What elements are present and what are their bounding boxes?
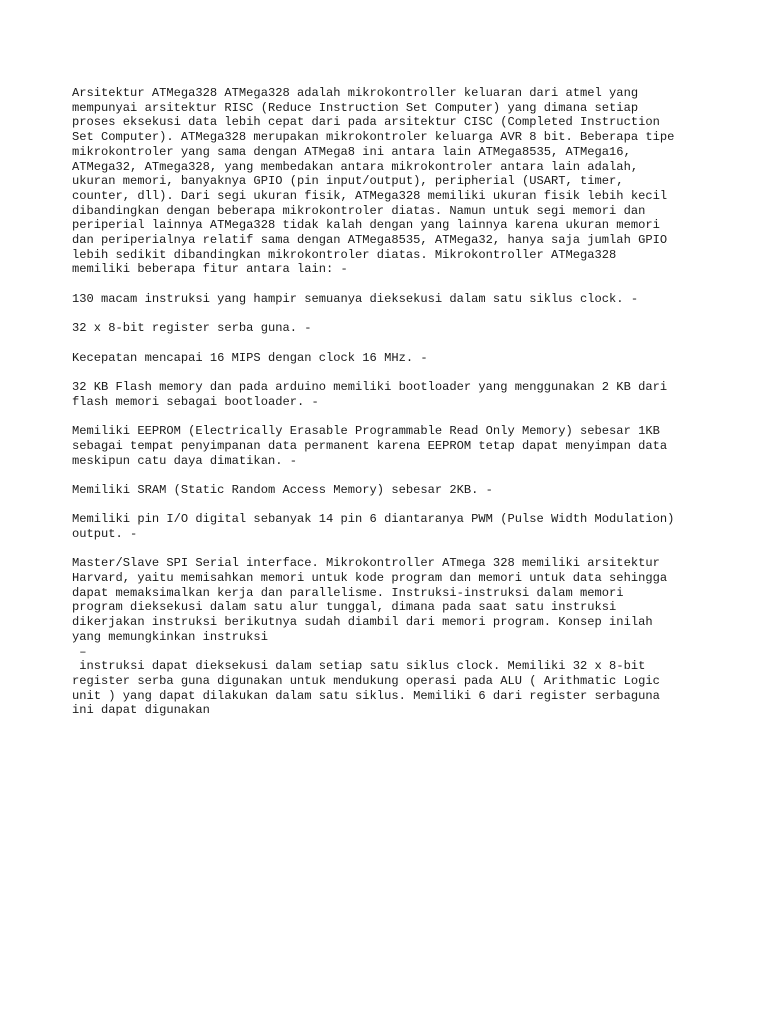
paragraph-feature-registers: 32 x 8-bit register serba guna. - [72,321,312,336]
paragraph-feature-instructions: 130 macam instruksi yang hampir semuanya dieksekusi dalam satu siklus clock. - [72,291,639,306]
paragraph-feature-speed: Kecepatan mencapai 16 MIPS dengan clock 16 MHz. - [72,350,428,365]
paragraph-feature-eeprom: Memiliki EEPROM (Electrically Erasable Programmable Read Only Memory) sebesar 1KB sebagai tempat penyimpanan data permanent karena EEPROM tetap dapat menyimpan data meskipun catu daya dimatikan. - [72,424,668,468]
paragraph-intro: Arsitektur ATMega328 ATMega328 adalah mikrokontroller keluaran dari atmel yang mempunyai arsitektur RISC (Reduce Instruction Set Computer) yang dimana setiap proses eksekusi data lebih cepat dari pada arsitektur CISC (Completed Instruction Set Computer). ATMega328 merupakan mikrokontroler keluarga AVR 8 bit. Beberapa tipe mikrokontroler yang sama dengan ATMega8 ini antara lain ATMega8535, ATMega16, ATMega32, ATmega328, yang membedakan antara mikrokontroler antara lain adalah, ukuran memori, banyaknya GPIO (pin input/output), peripherial (USART, timer, counter, dll). Dari segi ukuran fisik, ATMega328 memiliki ukuran fisik lebih kecil dibandingkan dengan beberapa mikrokontroler diatas. Namun untuk segi memori dan periperial lainnya ATMega328 tidak kalah dengan yang lainnya karena ukuran memori dan periperialnya relatif sama dengan ATMega8535, ATMega32, hanya saja jumlah GPIO lebih sedikit dibandingkan mikrokontroler diatas. Mikrokontroller ATMega328 memiliki beberapa fitur antara lain: - [72,86,675,277]
paragraph-feature-io: Memiliki pin I/O digital sebanyak 14 pin 6 diantaranya PWM (Pulse Width Modulation) output. - [72,512,675,541]
paragraph-feature-flash: 32 KB Flash memory dan pada arduino memiliki bootloader yang menggunakan 2 KB dari flash memori sebagai bootloader. - [72,380,668,409]
paragraph-feature-sram: Memiliki SRAM (Static Random Access Memory) sebesar 2KB. - [72,482,493,497]
paragraph-spi-harvard: Master/Slave SPI Serial interface. Mikrokontroller ATmega 328 memiliki arsitektur Harvard, yaitu memisahkan memori untuk kode program dan memori untuk data sehingga dapat memaksimalkan kerja dan parallelisme. Instruksi-instruksi dalam memori program dieksekusi dalam satu alur tunggal, dimana pada saat satu instruksi dikerjakan instruksi berikutnya sudah diambil dari memori program. Konsep inilah yang memungkinkan instruksi – instruksi dapat dieksekusi dalam setiap satu siklus clock. Memiliki 32 x 8-bit register serba guna digunakan untuk mendukung operasi pada ALU ( Arithmatic Logic unit ) yang dapat dilakukan dalam satu siklus. Memiliki 6 dari register serbaguna ini dapat digunakan [72,556,668,718]
document-page [72,86,712,718]
